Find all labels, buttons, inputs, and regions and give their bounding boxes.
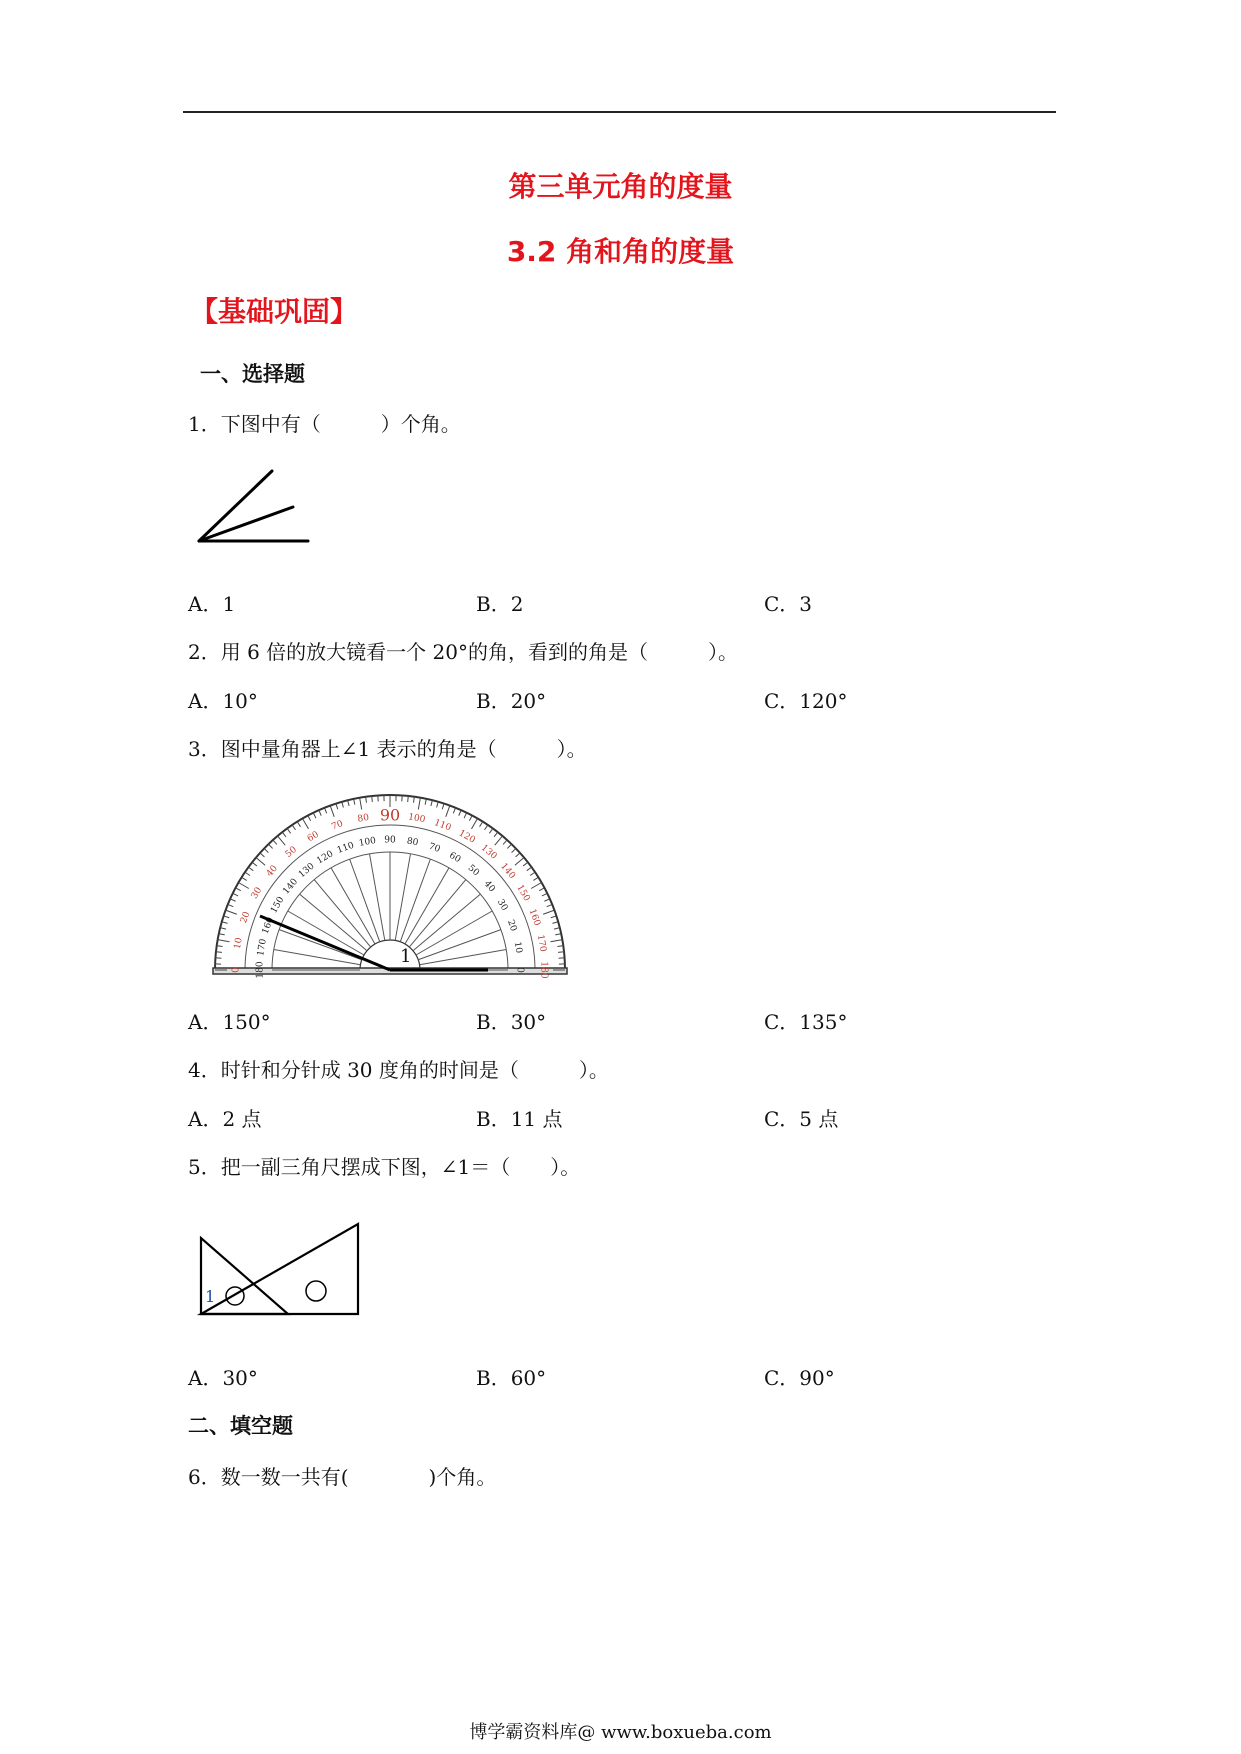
protractor-spoke (395, 854, 410, 941)
question-3-option-b[interactable]: B．30° (476, 1010, 547, 1034)
protractor-inner-label: 180 (255, 961, 266, 979)
protractor-tick (273, 840, 277, 844)
protractor-tick (555, 934, 561, 935)
protractor-tick (252, 862, 257, 866)
protractor-spoke (370, 854, 385, 941)
protractor-spoke (400, 859, 430, 942)
protractor-tick (527, 867, 532, 871)
protractor-outer-label: 80 (356, 812, 370, 825)
protractor-tick (264, 848, 268, 852)
protractor-outer-label: 20 (239, 910, 253, 925)
protractor-tick (342, 802, 344, 808)
protractor-tick (431, 800, 432, 806)
protractor-tick (219, 934, 225, 935)
protractor-tick (437, 802, 439, 808)
protractor-outer-label: 150 (514, 883, 532, 904)
protractor-tick (547, 904, 553, 906)
angle-arm-slanted (260, 916, 390, 970)
protractor-inner-label: 30 (494, 897, 510, 913)
protractor-tick (224, 916, 230, 918)
ray-top (199, 471, 272, 541)
protractor-inner-label: 90 (384, 835, 396, 846)
protractor-outer-label: 180 (538, 961, 549, 979)
protractor-tick (489, 828, 493, 833)
protractor-tick (507, 844, 511, 848)
protractor-tick (230, 899, 235, 901)
protractor-tick (313, 813, 316, 818)
protractor-tick (336, 804, 338, 810)
protractor-tick (354, 799, 355, 805)
protractor-tick (242, 877, 247, 880)
protractor-tick (248, 867, 253, 871)
protractor-tick (256, 858, 265, 866)
question-4-option-a[interactable]: A．2 点 (188, 1107, 262, 1131)
protractor-outer-label: 40 (264, 863, 280, 879)
protractor-tick (235, 888, 240, 891)
protractor-tick (523, 862, 528, 866)
protractor-tick (554, 928, 560, 929)
protractor-tick (425, 799, 426, 805)
protractor-spoke (350, 859, 380, 942)
protractor-inner-label: 160 (260, 915, 276, 936)
protractor-outer-label: 0 (231, 967, 242, 973)
protractor-tick (485, 825, 488, 830)
protractor-tick (324, 808, 326, 814)
protractor-spoke (418, 930, 501, 960)
protractor-spoke (279, 930, 362, 960)
protractor-outer-label: 10 (232, 936, 245, 950)
protractor-tick (531, 883, 541, 889)
protractor-inner-label: 60 (447, 850, 463, 866)
protractor-outer-label: 140 (498, 861, 517, 882)
question-3-text: 3．图中量角器上∠1 表示的角是（ ）。 (188, 737, 587, 761)
protractor-inner-label: 50 (465, 863, 481, 879)
protractor-tick (222, 922, 228, 924)
protractor-outer-label: 100 (407, 812, 426, 826)
protractor-tick (292, 825, 295, 830)
question-2-option-c[interactable]: C．120° (764, 689, 848, 713)
protractor-tick (308, 815, 311, 820)
protractor-tick (469, 815, 472, 820)
protractor-tick (533, 877, 538, 880)
protractor-inner-label: 110 (335, 840, 356, 856)
protractor-tick (515, 858, 524, 866)
protractor-tick (348, 800, 349, 806)
protractor-inner-label: 40 (481, 879, 497, 895)
protractor-tick (408, 796, 409, 802)
protractor-tick (552, 922, 558, 924)
question-5-text: 5．把一副三角尺摆成下图，∠1＝（ ）。 (188, 1155, 581, 1179)
triangle-45-hole (226, 1287, 244, 1305)
protractor-tick (472, 818, 478, 828)
protractor-inner-label: 150 (269, 895, 287, 916)
protractor-outer-label: 30 (249, 885, 265, 901)
protractor-tick (260, 853, 264, 857)
protractor-inner-label: 120 (315, 849, 336, 867)
unit-title: 第三单元角的度量 (508, 170, 733, 203)
protractor-spoke (405, 868, 449, 944)
protractor-tick (494, 832, 498, 837)
protractor-spoke (420, 950, 507, 965)
question-6-text: 6．数一数一共有( )个角。 (188, 1465, 497, 1489)
figure-set-squares (198, 1218, 363, 1318)
protractor-inner-label: 80 (405, 836, 419, 849)
question-4-text: 4．时针和分针成 30 度角的时间是（ ）。 (188, 1058, 609, 1082)
protractor-tick (543, 910, 554, 914)
protractor-tick (544, 899, 549, 901)
question-1-option-b[interactable]: B．2 (476, 592, 524, 616)
protractor-tick (226, 910, 237, 914)
protractor-tick (459, 810, 461, 815)
question-2-option-b[interactable]: B．20° (476, 689, 547, 713)
header-rule (183, 111, 1056, 113)
protractor-tick (539, 888, 544, 891)
question-2-text: 2．用 6 倍的放大镜看一个 20°的角，看到的角是（ ）。 (188, 640, 738, 664)
protractor-tick (220, 928, 226, 929)
footer-watermark: 博学霸资料库@ www.boxueba.com (469, 1722, 772, 1743)
protractor-tick (303, 818, 309, 828)
protractor-tick (551, 940, 563, 942)
question-1-option-c[interactable]: C．3 (764, 592, 813, 616)
protractor-inner-label: 70 (427, 841, 442, 855)
protractor-outer-label: 90 (379, 805, 401, 825)
question-4-option-c[interactable]: C．5 点 (764, 1107, 839, 1131)
protractor-tick (268, 844, 272, 848)
protractor-tick (418, 798, 420, 810)
question-4-option-b[interactable]: B．11 点 (476, 1107, 563, 1131)
protractor-tick (282, 832, 286, 837)
protractor-inner-label: 10 (511, 941, 524, 955)
part-choice-heading: 一、选择题 (200, 362, 305, 386)
protractor-tick (228, 904, 234, 906)
protractor-outer-label: 130 (478, 843, 499, 862)
protractor-inner-label: 20 (505, 918, 519, 933)
question-1-option-a[interactable]: A．1 (188, 592, 236, 616)
protractor-tick (218, 940, 230, 942)
protractor-inner-label: 140 (281, 876, 301, 897)
figure-protractor (210, 780, 580, 980)
protractor-angle-label: 1 (400, 946, 412, 967)
protractor-tick (278, 836, 286, 845)
protractor-tick (480, 822, 483, 827)
question-5-option-b[interactable]: B．60° (476, 1366, 547, 1390)
protractor-tick (558, 952, 564, 953)
question-3-option-a[interactable]: A．150° (188, 1010, 271, 1034)
protractor-tick (330, 806, 334, 817)
protractor-tick (464, 813, 467, 818)
protractor-tick (216, 952, 222, 953)
protractor-tick (238, 883, 248, 889)
protractor-tick (442, 804, 444, 810)
protractor-outer-label: 170 (534, 934, 548, 953)
question-2-option-a[interactable]: A．10° (188, 689, 258, 713)
protractor-outer-label: 60 (305, 829, 321, 845)
protractor-tick (530, 872, 535, 875)
protractor-outer-label: 50 (283, 844, 299, 860)
protractor-tick (360, 798, 362, 810)
protractor-tick (372, 796, 373, 802)
protractor-tick (297, 822, 300, 827)
protractor-inner-label: 130 (296, 861, 317, 881)
question-5-option-c[interactable]: C．90° (764, 1366, 835, 1390)
protractor-tick (512, 848, 516, 852)
lesson-title: 3.2 角和角的度量 (506, 235, 735, 268)
protractor-spoke (416, 911, 492, 955)
figure-three-rays (190, 462, 315, 547)
triangle-30-60 (201, 1224, 358, 1314)
section-heading: 【基础巩固】 (190, 295, 359, 328)
question-3-option-c[interactable]: C．135° (764, 1010, 848, 1034)
protractor-outer-label: 160 (526, 907, 542, 928)
protractor-tick (503, 840, 507, 844)
protractor-tick (495, 836, 503, 845)
protractor-spoke (331, 868, 375, 944)
protractor-inner-label: 0 (514, 967, 525, 973)
protractor-tick (233, 893, 238, 896)
protractor-outer-label: 110 (432, 818, 453, 834)
protractor-tick (319, 810, 321, 815)
triangle-angle-label: 1 (205, 1287, 216, 1306)
protractor-tick (516, 853, 520, 857)
protractor-tick (453, 808, 455, 814)
protractor-tick (551, 916, 557, 918)
part-fill-heading: 二、填空题 (188, 1414, 293, 1438)
protractor-inner-label: 170 (256, 938, 269, 957)
question-5-option-a[interactable]: A．30° (188, 1366, 258, 1390)
protractor-tick (245, 872, 250, 875)
protractor-outer-label: 70 (330, 819, 345, 833)
protractor-tick (542, 893, 547, 896)
ray-middle (199, 507, 293, 541)
protractor-inner-label: 100 (358, 836, 377, 849)
protractor-outer-label: 120 (456, 828, 477, 846)
protractor-tick (287, 828, 291, 833)
protractor-tick (446, 806, 450, 817)
question-1-text: 1．下图中有（ ）个角。 (188, 412, 461, 436)
triangle-30-60-hole (306, 1281, 326, 1301)
